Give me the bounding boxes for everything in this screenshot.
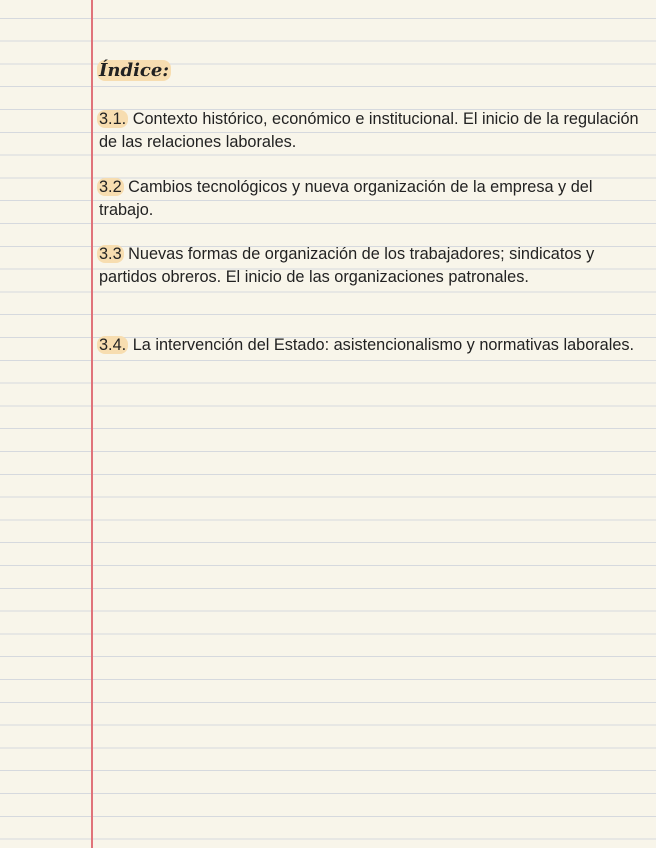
entry-number: 3.4. xyxy=(99,336,127,354)
entry-text: Nuevas formas de organización de los trabajadores; sindicatos y partidos obreros. El inicio de las organizaciones patronales. xyxy=(99,245,595,286)
title-highlight: Índice: xyxy=(99,60,169,81)
index-entry-3-1 xyxy=(99,108,647,153)
entry-number: 3.2 xyxy=(99,178,122,196)
page-title xyxy=(99,60,171,81)
entry-number: 3.3 xyxy=(99,245,122,263)
index-entry-3-2 xyxy=(99,176,647,221)
entry-text: Cambios tecnológicos y nueva organización de la empresa y del trabajo. xyxy=(99,178,593,219)
margin-line xyxy=(91,0,93,848)
entry-text: La intervención del Estado: asistencionalismo y normativas laborales. xyxy=(128,336,635,354)
index-entry-3-4 xyxy=(99,334,647,357)
index-entry-3-3 xyxy=(99,243,647,288)
entry-text: Contexto histórico, económico e institucional. El inicio de la regulación de las relaciones laborales. xyxy=(99,110,639,151)
entry-number: 3.1. xyxy=(99,110,127,128)
